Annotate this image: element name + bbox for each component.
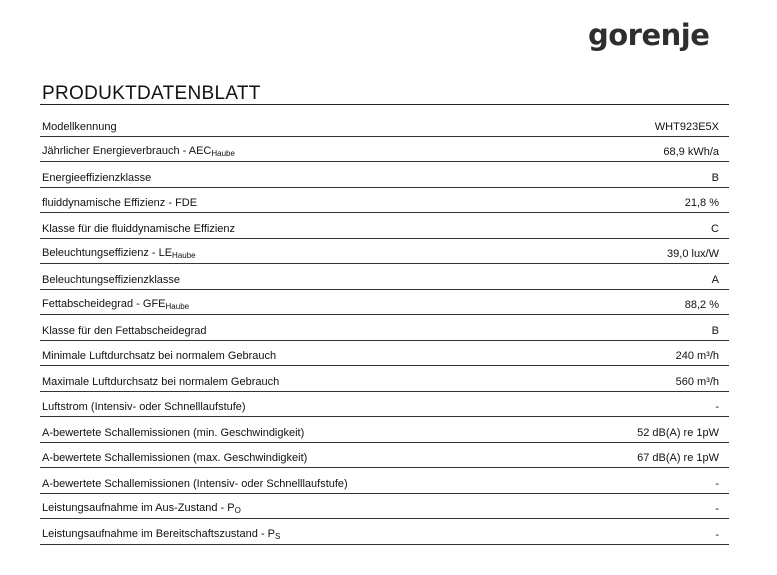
row-label	[42, 325, 207, 337]
row-label-subscript: Haube	[211, 149, 235, 158]
row-label	[42, 197, 197, 209]
row-label-text: Leistungsaufnahme im Bereitschaftszustand - P	[42, 527, 275, 540]
row-value: -	[715, 401, 719, 413]
row-value: 240 m³/h	[675, 350, 719, 362]
row-label	[42, 298, 189, 311]
table-row	[40, 519, 729, 545]
row-label-text: Maximale Luftdurchsatz bei normalem Gebrauch	[42, 375, 280, 388]
row-label	[42, 145, 235, 158]
row-label	[42, 350, 276, 362]
table-row	[40, 315, 729, 341]
row-label-text: A-bewertete Schallemissionen (Intensiv- oder Schnelllaufstufe)	[42, 477, 348, 490]
row-value: -	[715, 503, 719, 515]
row-label-text: Fettabscheidegrad - GFE	[42, 298, 166, 310]
row-label	[42, 121, 117, 133]
table-row	[40, 341, 729, 367]
table-row	[40, 468, 729, 494]
row-value: C	[711, 222, 719, 235]
row-label-text: Jährlicher Energieverbrauch - AEC	[42, 145, 212, 157]
row-value: -	[715, 528, 719, 541]
row-label	[42, 172, 151, 184]
row-label-text: fluiddynamische Effizienz - FDE	[42, 197, 198, 209]
table-row	[40, 366, 729, 392]
row-label	[42, 247, 196, 260]
row-label-text: Leistungsaufnahme im Aus-Zustand - P	[42, 502, 235, 514]
row-value: 560 m³/h	[675, 375, 719, 388]
row-label-text: Modellkennung	[42, 120, 117, 133]
row-value: 67 dB(A) re 1pW	[637, 452, 719, 464]
table-row	[40, 417, 729, 443]
row-value: 21,8 %	[684, 197, 719, 209]
row-value: 39,0 lux/W	[667, 248, 719, 260]
row-value: -	[715, 477, 719, 490]
table-row	[40, 162, 729, 188]
row-value: 52 dB(A) re 1pW	[637, 426, 719, 439]
table-row	[40, 264, 729, 290]
row-label-subscript: Haube	[165, 302, 190, 311]
brand-logo: gorenje	[588, 18, 710, 52]
row-label-text: Klasse für den Fettabscheidegrad	[42, 324, 207, 337]
row-value: A	[711, 273, 719, 286]
row-label-text: Beleuchtungseffizienz - LE	[42, 247, 173, 259]
row-label-text: Beleuchtungseffizienzklasse	[42, 273, 180, 286]
page-title: PRODUKTDATENBLATT	[42, 83, 261, 104]
row-value: 68,9 kWh/a	[663, 146, 719, 158]
row-label-text: A-bewertete Schallemissionen (max. Geschwindigkeit)	[42, 452, 308, 464]
table-row	[40, 188, 729, 214]
table-row	[40, 494, 729, 520]
row-label-subscript: Haube	[172, 251, 196, 260]
datasheet-table	[40, 111, 729, 545]
table-row	[40, 213, 729, 239]
row-label	[42, 401, 246, 413]
row-label	[42, 452, 307, 464]
title-divider	[40, 104, 729, 105]
row-value: WHT923E5X	[654, 120, 719, 133]
row-label-subscript: S	[274, 531, 281, 541]
row-value: B	[711, 324, 719, 337]
row-label	[42, 427, 304, 439]
table-row	[40, 392, 729, 418]
row-label	[42, 223, 235, 235]
table-row	[40, 239, 729, 265]
table-row	[40, 111, 729, 137]
row-label-text: Minimale Luftdurchsatz bei normalem Gebrauch	[42, 350, 277, 362]
table-row	[40, 290, 729, 316]
row-label-text: Luftstrom (Intensiv- oder Schnelllaufstufe)	[42, 401, 246, 413]
row-label	[42, 528, 280, 541]
row-label-text: Klasse für die fluiddynamische Effizienz	[42, 222, 236, 235]
row-label-subscript: O	[234, 506, 241, 515]
table-row	[40, 137, 729, 163]
row-label-text: A-bewertete Schallemissionen (min. Geschwindigkeit)	[42, 426, 305, 439]
row-label-text: Energieeffizienzklasse	[42, 171, 152, 184]
row-label	[42, 376, 279, 388]
table-row	[40, 443, 729, 469]
row-label	[42, 274, 180, 286]
row-value: B	[711, 171, 719, 184]
row-value: 88,2 %	[684, 299, 719, 311]
row-label	[42, 478, 348, 490]
row-label	[42, 502, 241, 515]
